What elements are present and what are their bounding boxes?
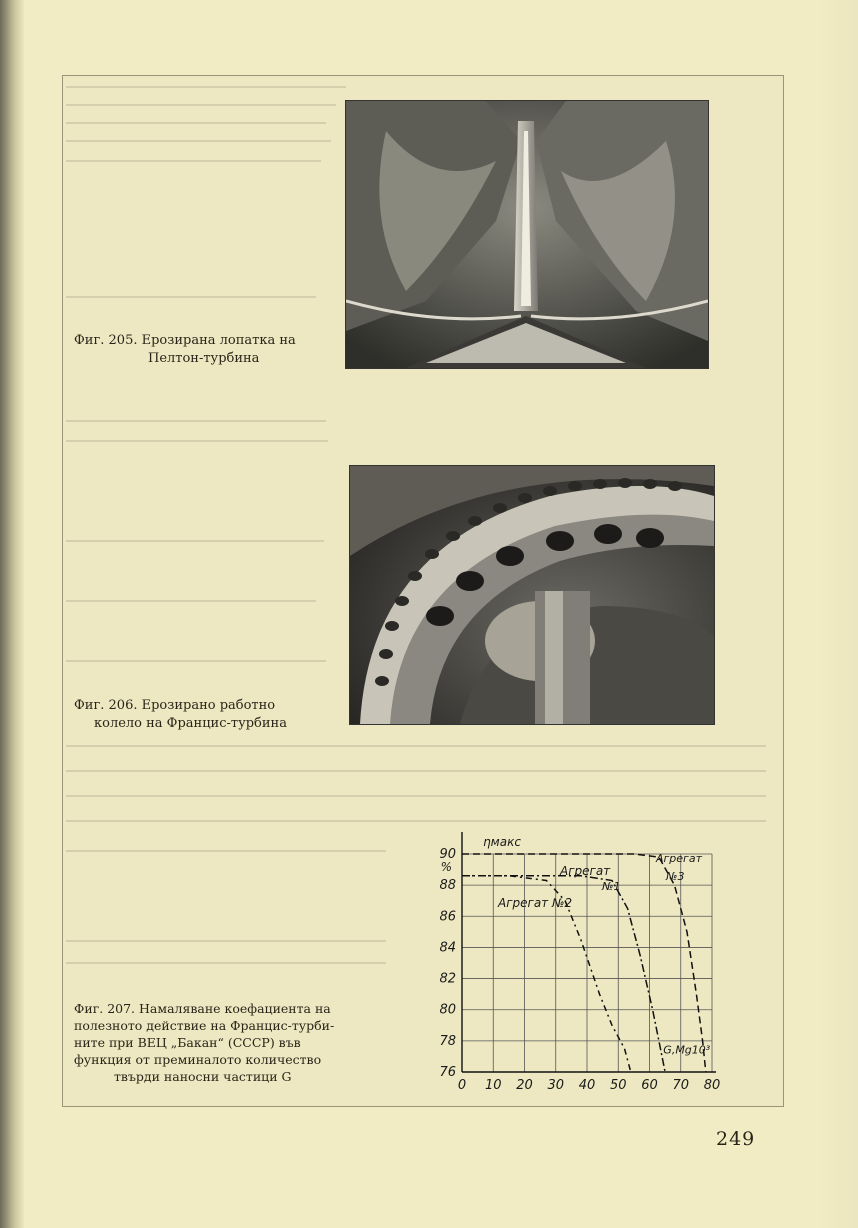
- x-tick-label: 0: [457, 1078, 467, 1093]
- page-number: 249: [716, 1128, 756, 1150]
- y-tick-label: 78: [439, 1033, 456, 1049]
- fig205-caption-line-2: Пелтон-турбина: [148, 351, 260, 366]
- y-tick-label: 76: [439, 1065, 456, 1080]
- fig206-caption-line-2: колело на Францис-турбина: [94, 716, 287, 731]
- x-tick-label: 10: [484, 1078, 502, 1093]
- y-top-label: ηмакс: [483, 835, 521, 849]
- fig205-photo-pelton-bucket: [345, 100, 709, 369]
- x-tick-label: 50: [609, 1078, 627, 1093]
- series-label-agregat-3-a: Агрегат: [656, 852, 702, 865]
- x-tick-label: 20: [516, 1078, 533, 1093]
- x-tick-label: 80: [703, 1078, 721, 1093]
- fig206-caption-line-1: Фиг. 206. Ерозирано работно: [74, 698, 276, 713]
- y-tick-label: 86: [439, 909, 456, 925]
- fig207-caption-line-3: ните при ВЕЦ „Бакан“ (СССР) във: [74, 1035, 301, 1050]
- fig207-caption-line-1: Фиг. 207. Намаляване коефациента на: [74, 1001, 331, 1016]
- y-tick-label: 88: [439, 878, 456, 894]
- fig207-caption-line-4: функция от преминалото количество: [74, 1052, 322, 1067]
- x-tick-label: 30: [547, 1078, 565, 1093]
- fig205-caption-line-1: Фиг. 205. Ерозирана лопатка на: [74, 333, 296, 348]
- fig207-caption-line-5: твърди наносни частици G: [114, 1069, 292, 1084]
- y-tick-label: 82: [439, 971, 456, 987]
- fig206-caption: [74, 697, 336, 733]
- fig207-caption-line-2: полезното действие на Францис-турби-: [74, 1018, 335, 1033]
- page-edge-shade: [818, 0, 858, 1228]
- x-tick-label: 40: [578, 1078, 596, 1093]
- page-binding-shadow: [0, 0, 24, 1228]
- chart-labels: [441, 835, 711, 1056]
- series-label-agregat-1-a: Агрегат: [560, 864, 611, 878]
- series-line-Агрегат №3: [462, 854, 706, 1072]
- fig207-chart: [410, 832, 730, 1100]
- y-tick-label: 90: [439, 847, 456, 862]
- chart-series: [462, 854, 706, 1072]
- x-tick-label: 60: [641, 1078, 658, 1093]
- series-label-agregat-2: Агрегат №2: [498, 896, 573, 910]
- y-tick-label: 80: [439, 1002, 456, 1018]
- fig205-caption: [74, 332, 336, 368]
- chart-grid: [462, 854, 712, 1072]
- fig206-photo-francis-runner: [349, 465, 715, 725]
- y-unit-label: %: [440, 860, 452, 874]
- y-tick-label: 84: [439, 940, 456, 956]
- series-label-agregat-1-b: №1: [602, 880, 621, 893]
- series-label-agregat-3-b: №3: [666, 870, 685, 883]
- fig207-caption: [74, 1000, 394, 1085]
- x-unit-label: G,Mg10³: [663, 1043, 711, 1057]
- x-tick-label: 70: [672, 1078, 690, 1093]
